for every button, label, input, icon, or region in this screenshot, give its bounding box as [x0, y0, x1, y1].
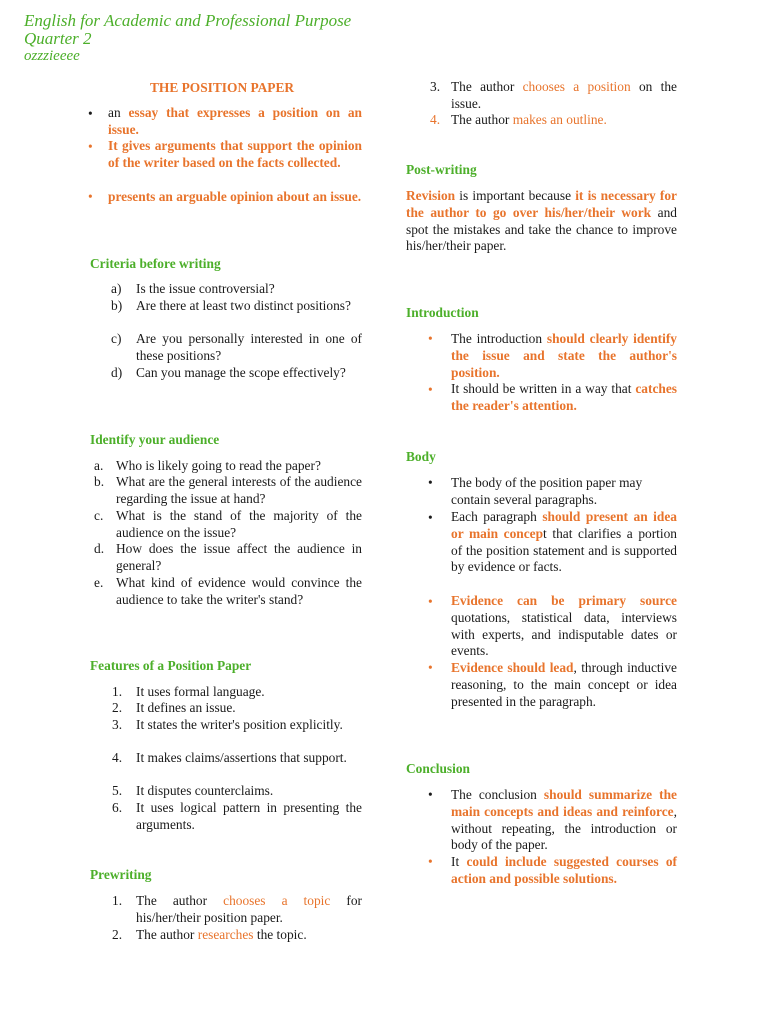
body-text: Each paragraph — [451, 509, 543, 524]
prewriting-text: The author — [451, 112, 513, 127]
introduction-highlight: should clearly identify the issue and state the author's position. — [451, 331, 677, 380]
introduction-item — [451, 381, 677, 415]
body-highlight: should present an idea or main concep — [451, 509, 677, 541]
body-item — [451, 593, 677, 660]
intro-bullet — [108, 105, 362, 139]
section-title: THE POSITION PAPER — [150, 80, 295, 95]
list-marker: 3. — [112, 717, 123, 732]
criteria-heading: Criteria before writing — [90, 256, 221, 271]
postwriting-text: and spot the mistakes and take the chance to improve his/her/their paper. — [406, 204, 677, 254]
feature-item: It makes claims/assertions that support. — [136, 750, 347, 765]
body-heading: Body — [406, 449, 436, 464]
audience-item: Who is likely going to read the paper? — [116, 458, 321, 473]
intro-bullet — [108, 189, 362, 206]
feature-item: It uses formal language. — [136, 684, 265, 699]
postwriting-text: is important because — [455, 188, 576, 203]
intro-bullet — [108, 138, 362, 172]
list-marker: d) — [111, 365, 123, 380]
conclusion-highlight: should summarize the main concepts and ideas and reinforce — [451, 787, 678, 819]
prewriting-text: The author — [136, 893, 224, 908]
introduction-text: It should be written in a way that — [451, 381, 636, 396]
body-text: quotations, statistical data, interviews with experts, and indisputable dates or events. — [451, 609, 677, 659]
conclusion-item — [451, 854, 677, 888]
conclusion-item — [451, 787, 677, 854]
conclusion-text: , without repeating, the introduction or body of the paper. — [451, 803, 677, 853]
audience-item: What are the general interests of the audience regarding the issue at hand? — [116, 474, 362, 506]
list-marker: 2. — [112, 700, 123, 715]
bullet-marker: • — [88, 139, 93, 154]
feature-item: It disputes counterclaims. — [136, 783, 274, 798]
introduction-heading: Introduction — [406, 305, 479, 320]
document-title: English for Academic and Professional Purpose — [24, 11, 352, 30]
conclusion-text: The conclusion — [451, 787, 544, 802]
prewriting-highlight: chooses a position — [522, 79, 631, 94]
body-item — [451, 475, 677, 509]
list-marker: b) — [111, 298, 123, 313]
prewriting-highlight: chooses a topic — [223, 893, 331, 908]
prewriting-text: on the issue. — [451, 79, 677, 111]
criteria-item: Are you personally interested in one of these positions? — [136, 331, 362, 363]
bullet-marker: • — [428, 382, 433, 397]
list-marker: c) — [111, 331, 122, 346]
intro-bullet-highlight: essay that expresses a position on an issue. — [108, 105, 362, 137]
bullet-marker: • — [428, 787, 433, 802]
body-text: t that clarifies a portion of the position statement and is supported by evidence or facts. — [451, 525, 678, 575]
prewriting-text: The author — [136, 927, 198, 942]
prewriting-highlight: researches — [197, 927, 254, 942]
prewriting-text: The author — [451, 79, 523, 94]
conclusion-heading: Conclusion — [406, 761, 470, 776]
feature-item: It uses logical pattern in presenting the arguments. — [136, 800, 362, 832]
list-marker: 4. — [112, 750, 123, 765]
audience-heading: Identify your audience — [90, 432, 220, 447]
bullet-marker: • — [428, 854, 433, 869]
prewriting-item — [136, 893, 362, 927]
audience-item: What kind of evidence would convince the audience to take the writer's stand? — [116, 575, 362, 607]
bullet-marker: • — [88, 106, 93, 121]
body-item — [451, 509, 677, 576]
list-marker: a. — [94, 458, 104, 473]
list-marker: 2. — [112, 927, 123, 942]
prewriting-text: the topic. — [253, 927, 307, 942]
introduction-item — [451, 331, 677, 381]
bullet-marker: • — [428, 475, 433, 490]
conclusion-highlight: could include suggested courses of action and possible solutions. — [451, 854, 677, 886]
prewriting-item — [451, 112, 677, 129]
list-marker: c. — [94, 508, 104, 523]
audience-item: How does the issue affect the audience in general? — [116, 541, 362, 573]
document-quarter: Quarter 2 — [24, 29, 92, 48]
introduction-highlight: catches the reader's attention. — [451, 381, 677, 413]
list-marker: 6. — [112, 800, 123, 815]
postwriting-keyword: Revision — [406, 188, 456, 203]
body-highlight: Evidence can be primary source — [451, 593, 677, 608]
prewriting-item — [136, 927, 362, 944]
body-item — [451, 660, 677, 710]
list-marker: a) — [111, 281, 122, 296]
bullet-marker: • — [428, 331, 433, 346]
postwriting-paragraph — [406, 188, 677, 255]
criteria-item: Can you manage the scope effectively? — [136, 365, 346, 380]
intro-bullet-highlight: presents an arguable opinion about an issue. — [108, 189, 362, 204]
list-marker: 4. — [430, 112, 441, 127]
bullet-marker: • — [428, 510, 433, 525]
intro-bullet-highlight: It gives arguments that support the opinion of the writer based on the facts collected. — [108, 138, 362, 170]
body-text: , through inductive reasoning, to the main concept or idea presented in the paragraph. — [451, 660, 678, 709]
introduction-text: The introduction — [451, 331, 547, 346]
postwriting-heading: Post-writing — [406, 162, 477, 177]
list-marker: 3. — [430, 79, 441, 94]
intro-bullet-text: an — [108, 105, 129, 120]
criteria-item: Are there at least two distinct positions? — [136, 298, 351, 313]
body-text: The body of the position paper may contain several paragraphs. — [451, 475, 643, 507]
list-marker: 1. — [112, 893, 123, 908]
features-heading: Features of a Position Paper — [90, 658, 252, 673]
list-marker: 1. — [112, 684, 123, 699]
prewriting-text: for his/her/their position paper. — [136, 893, 362, 925]
prewriting-highlight: makes an outline. — [512, 112, 607, 127]
bullet-marker: • — [428, 660, 433, 675]
criteria-item: Is the issue controversial? — [136, 281, 275, 296]
audience-item: What is the stand of the majority of the audience on the issue? — [116, 508, 362, 540]
list-marker: e. — [94, 575, 104, 590]
document-author: ozzzieeee — [24, 48, 80, 64]
list-marker: 5. — [112, 783, 123, 798]
bullet-marker: • — [428, 594, 433, 609]
postwriting-highlight: it is necessary for the author to go over his/her/their work — [406, 188, 677, 220]
list-marker: b. — [94, 474, 105, 489]
body-highlight: Evidence should lead — [451, 660, 574, 675]
bullet-marker: • — [88, 189, 93, 204]
conclusion-text: It — [451, 854, 467, 869]
prewriting-item — [451, 79, 677, 113]
list-marker: d. — [94, 541, 105, 556]
prewriting-heading: Prewriting — [90, 867, 152, 882]
feature-item: It states the writer's position explicitly. — [136, 717, 343, 732]
feature-item: It defines an issue. — [136, 700, 236, 715]
